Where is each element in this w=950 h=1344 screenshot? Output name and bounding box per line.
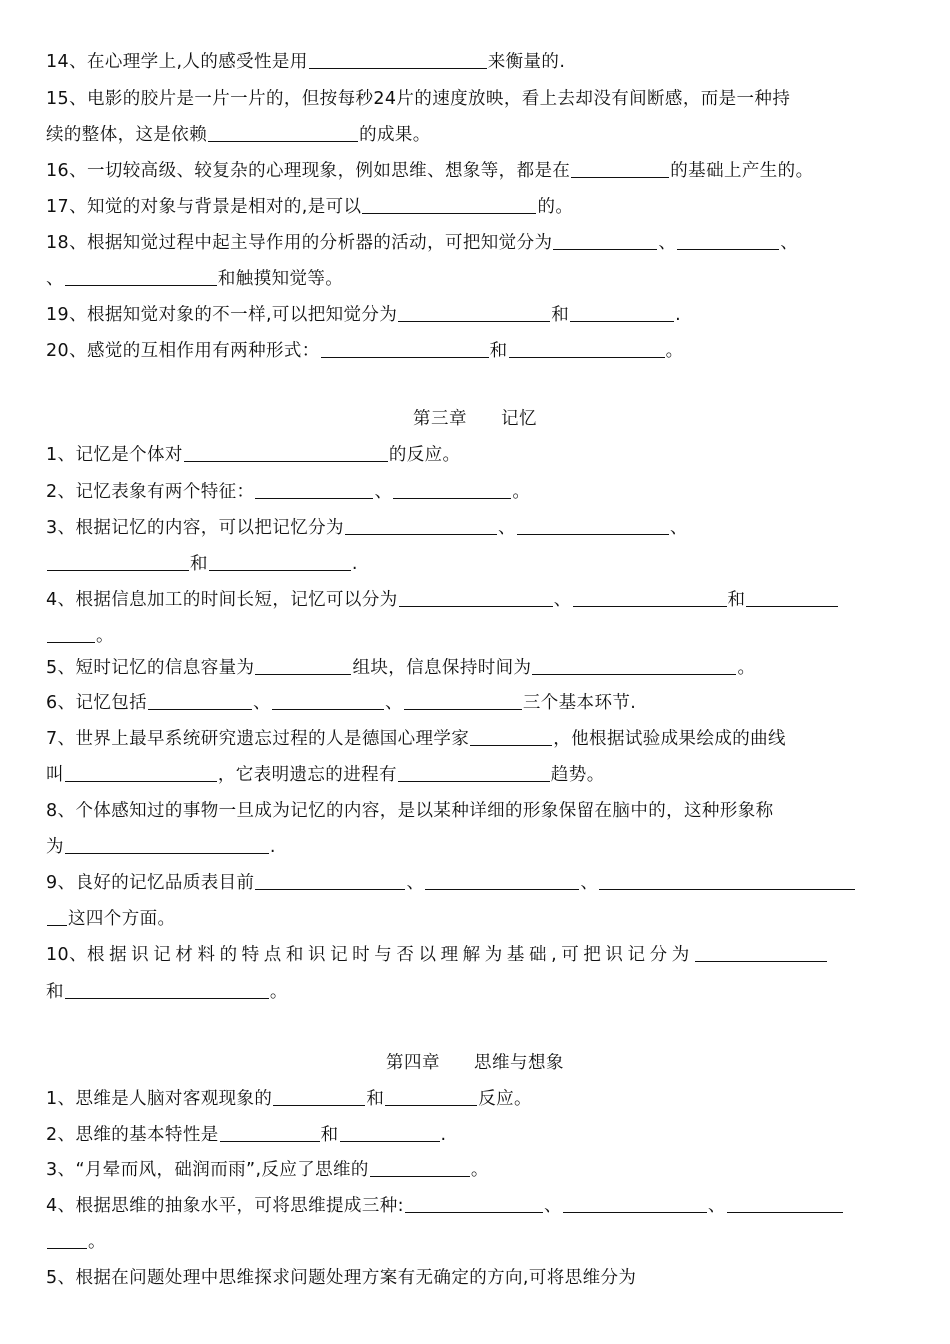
ch3-question-10-cont: 和 。 xyxy=(46,982,288,1002)
ch3-question-9-cont: 这四个方面。 xyxy=(46,907,175,931)
answer-blank[interactable] xyxy=(208,123,358,142)
answer-blank[interactable] xyxy=(385,1087,477,1106)
ch3-question-7-cont: 叫 ，它表明遗忘的进程有 趋势。 xyxy=(46,765,605,785)
answer-blank[interactable] xyxy=(517,516,669,535)
answer-blank[interactable] xyxy=(184,443,388,462)
answer-blank[interactable] xyxy=(563,1194,707,1213)
answer-blank[interactable] xyxy=(573,588,727,607)
answer-blank[interactable] xyxy=(321,339,489,358)
answer-blank[interactable] xyxy=(65,835,269,854)
answer-blank[interactable] xyxy=(599,871,855,890)
answer-blank[interactable] xyxy=(65,267,217,286)
answer-blank[interactable] xyxy=(398,303,550,322)
answer-blank[interactable] xyxy=(404,691,522,710)
ch3-question-4-cont: 。 xyxy=(46,624,114,648)
ch3-question-8-cont: 为 . xyxy=(46,837,276,857)
answer-blank[interactable] xyxy=(255,656,351,675)
answer-blank[interactable] xyxy=(148,691,252,710)
ch3-question-10: 10、根据识记材料的特点和识记时与否以理解为基础,可把识记分为 xyxy=(46,943,828,967)
answer-blank[interactable] xyxy=(65,980,269,999)
answer-blank[interactable] xyxy=(470,727,552,746)
answer-blank[interactable] xyxy=(695,943,827,962)
ch4-question-4-cont: 。 xyxy=(46,1230,106,1254)
ch3-question-7: 7、世界上最早系统研究遗忘过程的人是德国心理学家 ，他根据试验成果绘成的曲线 xyxy=(46,729,786,749)
answer-blank[interactable] xyxy=(370,1158,470,1177)
question-17: 17、知觉的对象与背景是相对的,是可以 的。 xyxy=(46,197,574,217)
ch3-question-2: 2、记忆表象有两个特征： 、 。 xyxy=(46,482,531,502)
ch4-question-2: 2、思维的基本特性是 和 . xyxy=(46,1125,447,1145)
question-16: 16、一切较高级、较复杂的心理现象，例如思维、想象等，都是在 的基础上产生的。 xyxy=(46,161,814,181)
answer-blank[interactable] xyxy=(272,691,384,710)
answer-blank[interactable] xyxy=(47,907,67,926)
answer-blank[interactable] xyxy=(209,552,351,571)
answer-blank[interactable] xyxy=(345,516,497,535)
answer-blank[interactable] xyxy=(425,871,579,890)
answer-blank[interactable] xyxy=(532,656,736,675)
answer-blank[interactable] xyxy=(677,231,779,250)
question-14: 14、在心理学上,人的感受性是用 来衡量的. xyxy=(46,52,566,72)
answer-blank[interactable] xyxy=(393,480,511,499)
question-15-cont: 续的整体，这是依赖 的成果。 xyxy=(46,125,431,145)
ch3-question-8: 8、个体感知过的事物一旦成为记忆的内容，是以某种详细的形象保留在脑中的，这种形象称 xyxy=(46,801,774,821)
question-19: 19、根据知觉对象的不一样,可以把知觉分为 和 . xyxy=(46,305,682,325)
ch4-question-4: 4、根据思维的抽象水平，可将思维提成三种: 、 、 xyxy=(46,1194,844,1218)
ch3-question-5: 5、短时记忆的信息容量为 组块，信息保持时间为 。 xyxy=(46,658,756,678)
answer-blank[interactable] xyxy=(47,624,95,643)
answer-blank[interactable] xyxy=(405,1194,543,1213)
answer-blank[interactable] xyxy=(570,303,674,322)
ch3-question-3: 3、根据记忆的内容，可以把记忆分为 、 、 xyxy=(46,518,688,538)
answer-blank[interactable] xyxy=(746,588,838,607)
chapter-4-heading: 第四章 思维与想象 xyxy=(386,1053,564,1073)
ch3-question-4: 4、根据信息加工的时间长短，记忆可以分为 、 和 xyxy=(46,588,839,612)
answer-blank[interactable] xyxy=(553,231,657,250)
chapter-3-heading: 第三章 记忆 xyxy=(413,409,537,429)
question-15: 15、电影的胶片是一片一片的，但按每秒24片的速度放映，看上去却没有间断感，而是一种持 xyxy=(46,89,791,109)
answer-blank[interactable] xyxy=(398,763,550,782)
answer-blank[interactable] xyxy=(273,1087,365,1106)
answer-blank[interactable] xyxy=(255,480,373,499)
ch4-question-1: 1、思维是人脑对客观现象的 和 反应。 xyxy=(46,1089,532,1109)
answer-blank[interactable] xyxy=(220,1123,320,1142)
question-18: 18、根据知觉过程中起主导作用的分析器的活动，可把知觉分为 、 、 xyxy=(46,233,799,253)
ch3-question-9: 9、良好的记忆品质表目前 、 、 xyxy=(46,871,856,895)
answer-blank[interactable] xyxy=(362,195,536,214)
answer-blank[interactable] xyxy=(340,1123,440,1142)
answer-blank[interactable] xyxy=(509,339,665,358)
question-20: 20、感觉的互相作用有两种形式： 和 。 xyxy=(46,341,684,361)
ch3-question-6: 6、记忆包括 、 、 三个基本环节. xyxy=(46,693,637,713)
answer-blank[interactable] xyxy=(47,552,189,571)
ch4-question-5: 5、根据在问题处理中思维探求问题处理方案有无确定的方向,可将思维分为 xyxy=(46,1268,637,1288)
answer-blank[interactable] xyxy=(727,1194,843,1213)
answer-blank[interactable] xyxy=(65,763,217,782)
ch3-question-1: 1、记忆是个体对 的反应。 xyxy=(46,445,461,465)
answer-blank[interactable] xyxy=(47,1230,87,1249)
ch3-question-3-cont: 和 . xyxy=(46,552,358,576)
question-18-cont: 、 和触摸知觉等。 xyxy=(46,269,344,289)
answer-blank[interactable] xyxy=(571,159,669,178)
answer-blank[interactable] xyxy=(399,588,553,607)
ch4-question-3: 3、“月晕而风，础润而雨”,反应了思维的 。 xyxy=(46,1160,489,1180)
answer-blank[interactable] xyxy=(309,50,487,69)
answer-blank[interactable] xyxy=(255,871,405,890)
